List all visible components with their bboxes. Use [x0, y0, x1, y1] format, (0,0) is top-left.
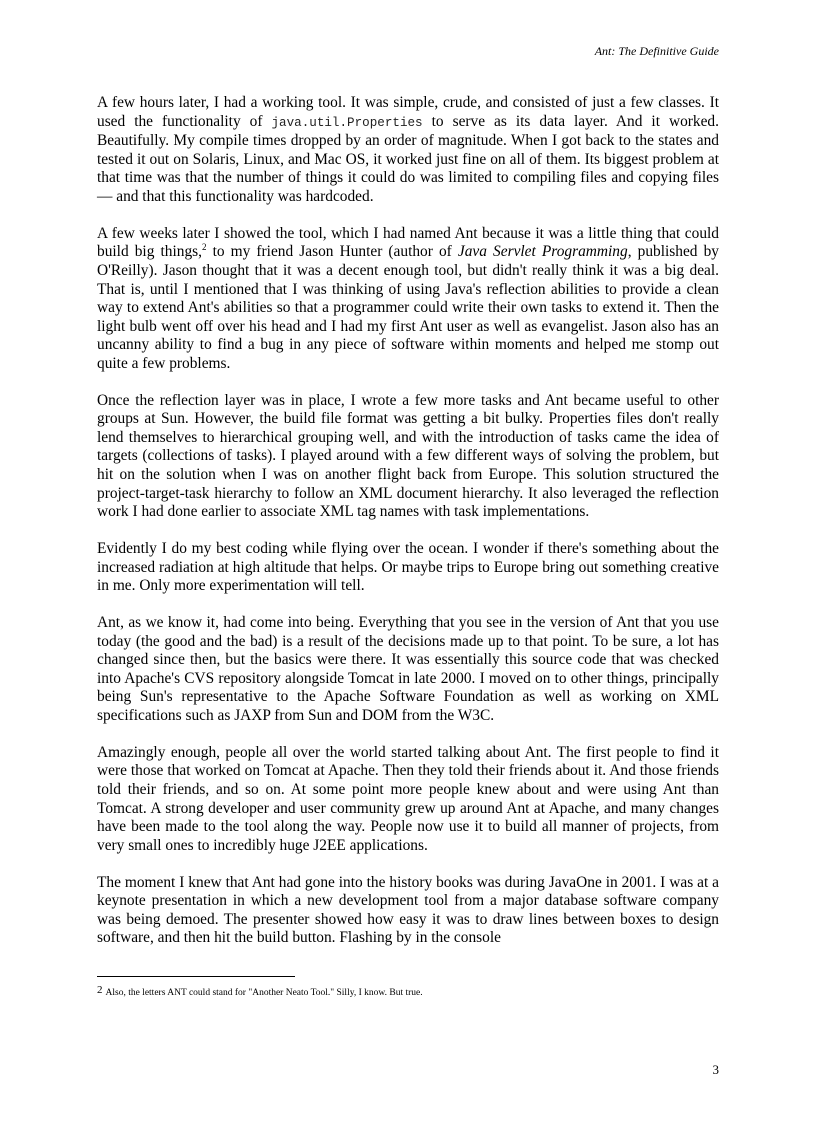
paragraph-1 [97, 94, 719, 207]
paragraph-2-text-b: to my friend Jason Hunter (author of [212, 243, 452, 261]
footnote-divider [97, 976, 295, 977]
body-text [97, 94, 719, 966]
footnote-reference: 2 [201, 242, 207, 253]
paragraph-5: Ant, as we know it, had come into being. Everything that you see in the version of Ant that you use today (the good and the bad) is a result of the decisions made up to that point. To be sure, a lot has changed since then, but the basics were there. It was essentially this source code that was checked into Apache's CVS repository alongside Tomcat in late 2000. I moved on to other things, principally being Sun's representative to the Apache Software Foundation as well as working on XML specifications such as JAXP from Sun and DOM from the W3C. [97, 614, 719, 724]
footnote-number: 2 [97, 984, 103, 996]
paragraph-6: Amazingly enough, people all over the world started talking about Ant. The first people to find it were those that worked on Tomcat at Apache. Then they told their friends about it. And those friends told their friends, and so on. At some point more people knew about and were using Ant than Tomcat. A strong developer and user community grew up around Ant at Apache, and many changes have been made to the tool along the way. People now use it to build all manner of projects, from very small ones to incredibly huge J2EE applications. [97, 743, 719, 854]
paragraph-4: Evidently I do my best coding while flying over the ocean. I wonder if there's something about the increased radiation at high altitude that helps. Or maybe trips to Europe bring out something creative in me. Only more experimentation will tell. [97, 540, 719, 595]
book-title: Java Servlet Programming [457, 243, 628, 261]
footnote [97, 984, 719, 998]
code-java-util-properties: java.util.Properties [271, 115, 423, 130]
paragraph-2-text-c: , published by O'Reilly). Jason thought that it was a decent enough tool, but didn't really think it was a big deal. That is, until I mentioned that I was thinking of using Java's reflection abilities to provide a clean way to extend Ant's abilities so that a programmer could write their own tasks to extend it. Then the light bulb went off over his head and I had my first Ant user as well as evangelist. Jason also has an uncanny ability to find a bug in any piece of software within moments and helped me stomp out quite a few problems. [97, 243, 719, 372]
running-header: Ant: The Definitive Guide [594, 44, 719, 58]
footnote-text: Also, the letters ANT could stand for "Another Neato Tool." Silly, I know. But true. [105, 988, 423, 998]
paragraph-2-text-a: A few weeks later I showed the tool, which I had named Ant because it was a little thing that could build big things, [97, 224, 719, 261]
paragraph-2 [97, 225, 719, 374]
paragraph-7: The moment I knew that Ant had gone into the history books was during JavaOne in 2001. I was at a keynote presentation in which a new development tool from a major database software company was being demoed. The presenter showed how easy it was to draw lines between boxes to design software, and then hit the build button. Flashing by in the console [97, 873, 719, 947]
paragraph-1-text-b: to serve as its data layer. And it worked. Beautifully. My compile times dropped by an order of magnitude. When I got back to the states and tested it out on Solaris, Linux, and Mac OS, it worked just fine on all of them. Its biggest problem at that time was that the number of things it could do was limited to compiling files and copying files — and that this functionality was hardcoded. [97, 112, 719, 205]
page-number: 3 [712, 1062, 719, 1077]
paragraph-3: Once the reflection layer was in place, I wrote a few more tasks and Ant became useful to other groups at Sun. However, the build file format was getting a bit bulky. Properties files don't really lend themselves to hierarchical grouping well, and with the introduction of tasks came the idea of targets (collections of tasks). I played around with a few different ways of solving the problem, but hit on the solution when I was on another flight back from Europe. This solution structured the project-target-task hierarchy to follow an XML document hierarchy. It also leveraged the reflection work I had done earlier to associate XML tag names with task implementations. [97, 391, 719, 521]
paragraph-1-text-a: A few hours later, I had a working tool. It was simple, crude, and consisted of just a few classes. It used the functionality of [97, 94, 719, 130]
